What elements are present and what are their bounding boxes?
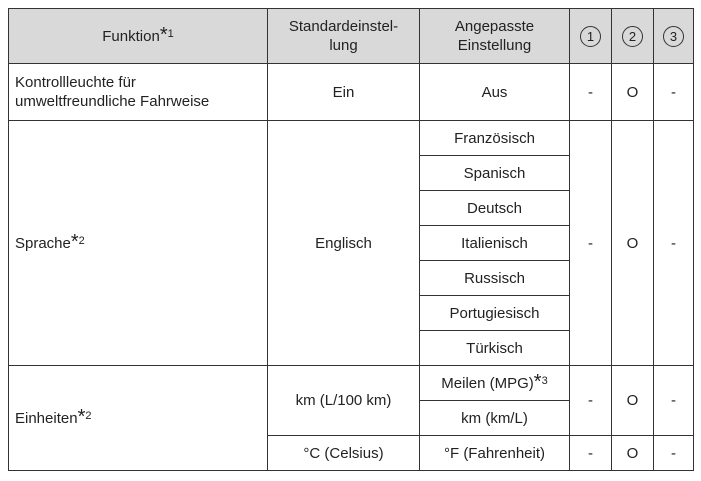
cell-col1: - (570, 436, 612, 471)
table-row-eco-indicator (9, 64, 694, 121)
cell-custom-option: Türkisch (420, 331, 570, 366)
cell-col1: - (570, 121, 612, 366)
header-function-note: 1 (167, 27, 174, 40)
cell-default: Englisch (268, 121, 420, 366)
cell-function (9, 366, 268, 471)
cell-custom-option (420, 366, 570, 401)
header-custom: Angepasste Einstellung (420, 9, 570, 64)
cell-custom-option: Portugiesisch (420, 296, 570, 331)
cell-col3: - (654, 64, 694, 121)
footnote-star-icon: * (159, 23, 168, 46)
cell-default: °C (Celsius) (268, 436, 420, 471)
table-header-row (9, 9, 694, 64)
footnote-star-icon: * (70, 230, 79, 253)
cell-custom: Aus (420, 64, 570, 121)
header-function (9, 9, 268, 64)
cell-function-label: Sprache (15, 234, 71, 252)
header-function-label: Funktion (102, 27, 160, 45)
circled-number-1: 1 (580, 26, 601, 47)
cell-col2: O (612, 64, 654, 121)
cell-function: Kontrollleuchte für umweltfreundliche Fahrweise (9, 64, 268, 121)
cell-col1: - (570, 64, 612, 121)
cell-function (9, 121, 268, 366)
cell-function-note: 2 (85, 409, 92, 422)
cell-custom-option: Französisch (420, 121, 570, 156)
cell-col3: - (654, 121, 694, 366)
settings-table (8, 8, 694, 471)
cell-col2: O (612, 436, 654, 471)
cell-custom-option: Russisch (420, 261, 570, 296)
cell-custom-option: Italienisch (420, 226, 570, 261)
footnote-star-icon: * (533, 370, 542, 393)
cell-col3: - (654, 436, 694, 471)
cell-function-label: Einheiten (15, 409, 78, 427)
cell-col2: O (612, 121, 654, 366)
table-row-units (9, 366, 694, 401)
cell-custom-option: km (km/L) (420, 401, 570, 436)
header-col2 (612, 9, 654, 64)
cell-custom-option: Spanisch (420, 156, 570, 191)
cell-default: km (L/100 km) (268, 366, 420, 436)
cell-custom-option: Deutsch (420, 191, 570, 226)
cell-custom-label: Meilen (MPG) (441, 374, 534, 392)
cell-custom-note: 3 (541, 374, 548, 387)
cell-default: Ein (268, 64, 420, 121)
cell-col3: - (654, 366, 694, 436)
header-col1 (570, 9, 612, 64)
cell-col2: O (612, 366, 654, 436)
circled-number-2: 2 (622, 26, 643, 47)
footnote-star-icon: * (77, 405, 86, 428)
circled-number-3: 3 (663, 26, 684, 47)
cell-col1: - (570, 366, 612, 436)
cell-function-note: 2 (78, 234, 85, 247)
table-row-language (9, 121, 694, 156)
cell-custom: °F (Fahrenheit) (420, 436, 570, 471)
header-col3 (654, 9, 694, 64)
header-default: Standardeinstel- lung (268, 9, 420, 64)
